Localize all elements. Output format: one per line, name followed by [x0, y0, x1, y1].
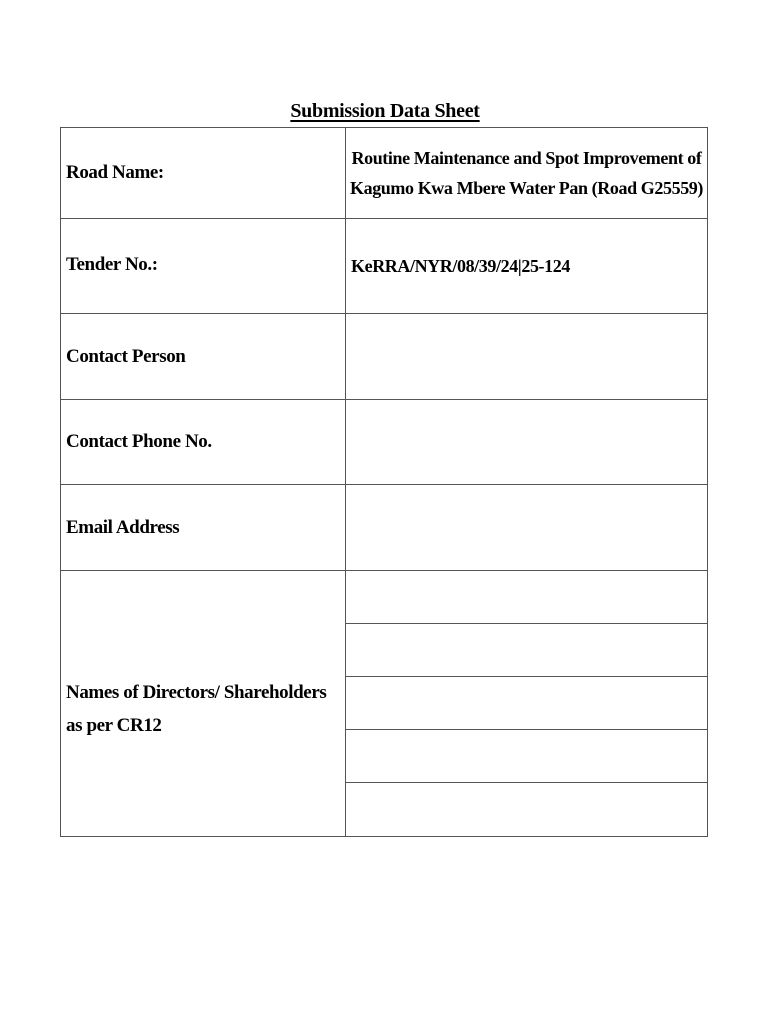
director-entry-field[interactable] [346, 571, 707, 624]
contact-phone-label: Contact Phone No. [61, 400, 346, 484]
title-text: Submission Data Sheet [290, 100, 480, 122]
row-contact-phone [61, 400, 707, 485]
directors-label-line-2: as per CR12 [66, 714, 162, 736]
row-email [61, 485, 707, 571]
contact-phone-field[interactable] [346, 400, 707, 484]
submission-table [60, 127, 708, 837]
row-tender-no [61, 219, 707, 314]
row-road-name [61, 128, 707, 219]
director-entry-field[interactable] [346, 677, 707, 730]
page-title [0, 100, 770, 123]
director-entry-field[interactable] [346, 783, 707, 836]
contact-person-label: Contact Person [61, 314, 346, 399]
contact-person-field[interactable] [346, 314, 707, 399]
email-label: Email Address [61, 485, 346, 570]
row-directors [61, 571, 707, 836]
tender-no-label: Tender No.: [61, 219, 346, 313]
tender-no-value: KeRRA/NYR/08/39/24|25-124 [351, 255, 570, 276]
road-name-line-2: Kagumo Kwa Mbere Water Pan (Road G25559) [350, 178, 703, 198]
directors-entries [346, 571, 707, 836]
director-entry-field[interactable] [346, 730, 707, 783]
road-name-value [346, 128, 707, 218]
email-field[interactable] [346, 485, 707, 570]
directors-label [61, 571, 346, 836]
directors-label-line-1: Names of Directors/ Shareholders [66, 681, 327, 703]
director-entry-field[interactable] [346, 624, 707, 677]
road-name-line-1: Routine Maintenance and Spot Improvement of [351, 148, 702, 168]
row-contact-person [61, 314, 707, 400]
road-name-label: Road Name: [61, 128, 346, 218]
